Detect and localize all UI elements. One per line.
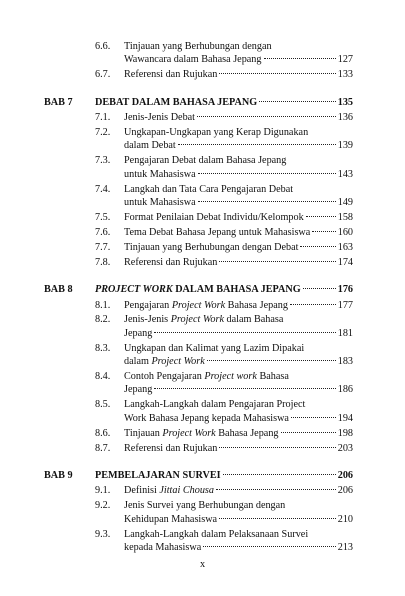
entry-line xyxy=(124,40,353,53)
entry-title: Tinjauan Project Work Bahasa Jepang xyxy=(124,427,279,439)
entry-title: Langkah dan Tata Cara Pengajaran Debat xyxy=(124,183,294,195)
entry-page: 198 xyxy=(337,427,353,439)
dot-leader xyxy=(264,58,336,59)
entry-line xyxy=(124,370,353,383)
entry-title: Referensi dan Rujukan xyxy=(124,442,218,454)
entry-line xyxy=(124,528,353,541)
entry-line xyxy=(124,499,353,512)
entry-line xyxy=(124,484,353,497)
entry-title: Jepang xyxy=(124,384,153,396)
chapter-title-row[interactable] xyxy=(95,469,353,482)
entry-title: dalam Project Work xyxy=(124,356,205,368)
chapter-label: BAB 7 xyxy=(44,96,73,108)
toc-entry[interactable] xyxy=(0,370,405,397)
table-of-contents xyxy=(0,40,405,556)
entry-title: Contoh Pengajaran Project work Bahasa xyxy=(124,371,289,383)
entry-number: 7.3. xyxy=(95,155,111,167)
toc-entry[interactable] xyxy=(0,241,405,254)
toc-chapter xyxy=(0,469,405,554)
entry-title: Referensi dan Rujukan xyxy=(124,256,218,268)
dot-leader xyxy=(281,432,336,433)
entry-title: Referensi dan Rujukan xyxy=(124,69,218,81)
chapter-page: 206 xyxy=(337,469,353,481)
toc-entry[interactable] xyxy=(0,111,405,124)
dot-leader xyxy=(312,231,335,232)
entry-title: dalam Debat xyxy=(124,140,176,152)
entry-line xyxy=(124,513,353,526)
entry-line xyxy=(124,427,353,440)
dot-leader xyxy=(197,116,336,117)
entry-line xyxy=(124,313,353,326)
dot-leader xyxy=(290,304,336,305)
entry-page: 181 xyxy=(337,327,353,339)
entry-line xyxy=(124,355,353,368)
entry-line xyxy=(124,111,353,124)
entry-title: Work Bahasa Jepang kepada Mahasiswa xyxy=(124,412,289,424)
entry-title: Langkah-Langkah dalam Pengajaran Project xyxy=(124,399,306,411)
entry-number: 8.7. xyxy=(95,442,111,454)
entry-line xyxy=(124,168,353,181)
dot-leader xyxy=(178,144,336,145)
entry-title: Tinjauan yang Berhubungan dengan Debat xyxy=(124,241,299,253)
entry-line xyxy=(124,442,353,455)
entry-page: 177 xyxy=(337,299,353,311)
entry-page: 206 xyxy=(337,485,353,497)
entry-line xyxy=(124,226,353,239)
toc-chapter xyxy=(0,40,405,82)
entry-line xyxy=(124,211,353,224)
entry-title: kepada Mahasiswa xyxy=(124,542,202,553)
toc-entry[interactable] xyxy=(0,442,405,455)
entry-title: Wawancara dalam Bahasa Jepang xyxy=(124,54,262,66)
entry-number: 6.7. xyxy=(95,69,111,81)
page-number: x xyxy=(199,559,206,570)
entry-line xyxy=(124,256,353,269)
dot-leader xyxy=(154,332,335,333)
entry-title: Format Penilaian Debat Individu/Kelompok xyxy=(124,211,304,223)
toc-entry[interactable] xyxy=(0,183,405,210)
entry-page: 213 xyxy=(337,542,353,553)
entry-title: Pengajaran Debat dalam Bahasa Jepang xyxy=(124,155,287,167)
entry-title: Jenis-Jenis Debat xyxy=(124,112,196,124)
entry-line xyxy=(124,139,353,152)
entry-line xyxy=(124,196,353,209)
entry-page: 183 xyxy=(337,356,353,368)
entry-line xyxy=(124,342,353,355)
dot-leader xyxy=(219,73,335,74)
toc-entry[interactable] xyxy=(0,154,405,181)
entry-title: Jenis Survei yang Berhubungan dengan xyxy=(124,500,286,512)
chapter-page: 135 xyxy=(337,96,353,108)
entry-page: 133 xyxy=(337,69,353,81)
entry-title: Ungkapan dan Kalimat yang Lazim Dipakai xyxy=(124,342,305,354)
entry-title: untuk Mahasiswa xyxy=(124,168,196,180)
chapter-title-row[interactable] xyxy=(95,96,353,109)
toc-entry[interactable] xyxy=(0,499,405,526)
entry-number: 7.5. xyxy=(95,211,111,223)
chapter-page: 176 xyxy=(337,284,353,296)
toc-entry[interactable] xyxy=(0,226,405,239)
dot-leader xyxy=(219,447,335,448)
dot-leader xyxy=(198,201,336,202)
entry-number: 8.4. xyxy=(95,371,111,383)
toc-entry[interactable] xyxy=(0,256,405,269)
dot-leader xyxy=(154,388,335,389)
dot-leader xyxy=(216,489,336,490)
entry-title: Jenis-Jenis Project Work dalam Bahasa xyxy=(124,314,284,326)
entry-page: 163 xyxy=(337,241,353,253)
entry-line xyxy=(124,126,353,139)
entry-number: 8.5. xyxy=(95,399,111,411)
dot-leader xyxy=(203,546,335,547)
entry-page: 139 xyxy=(337,140,353,152)
entry-number: 8.6. xyxy=(95,427,111,439)
toc-entry[interactable] xyxy=(0,211,405,224)
toc-entry[interactable] xyxy=(0,427,405,440)
entry-page: 160 xyxy=(337,226,353,238)
entry-title: Kehidupan Mahasiswa xyxy=(124,513,218,525)
entry-number: 8.2. xyxy=(95,314,111,326)
entry-line xyxy=(124,327,353,340)
chapter-title-row[interactable] xyxy=(95,283,353,296)
entry-line xyxy=(124,68,353,81)
entry-title: Ungkapan-Ungkapan yang Kerap Digunakan xyxy=(124,127,309,139)
entry-title: Tinjauan yang Berhubungan dengan xyxy=(124,41,272,52)
entry-line xyxy=(124,53,353,66)
entry-page: 174 xyxy=(337,256,353,268)
dot-leader xyxy=(219,261,335,262)
dot-leader xyxy=(300,246,335,247)
entry-number: 8.1. xyxy=(95,299,111,311)
chapter-title: PROJECT WORK DALAM BAHASA JEPANG xyxy=(95,284,301,296)
toc-entry[interactable] xyxy=(0,484,405,497)
chapter-label: BAB 9 xyxy=(44,469,73,481)
entry-title: Tema Debat Bahasa Jepang untuk Mahasiswa xyxy=(124,226,311,238)
entry-number: 6.6. xyxy=(95,41,111,52)
entry-page: 136 xyxy=(337,112,353,124)
dot-leader xyxy=(223,474,336,475)
dot-leader xyxy=(219,518,336,519)
entry-title: Jepang xyxy=(124,327,153,339)
toc-entry[interactable] xyxy=(0,299,405,312)
entry-title: Definisi Jittai Chousa xyxy=(124,485,214,497)
entry-line xyxy=(124,154,353,167)
entry-page: 210 xyxy=(337,513,353,525)
dot-leader xyxy=(198,173,336,174)
toc-chapter xyxy=(0,96,405,269)
entry-number: 9.1. xyxy=(95,485,111,497)
dot-leader xyxy=(259,101,336,102)
entry-line xyxy=(124,183,353,196)
entry-number: 7.6. xyxy=(95,226,111,238)
entry-line xyxy=(124,383,353,396)
entry-number: 7.8. xyxy=(95,256,111,268)
chapter-label: BAB 8 xyxy=(44,284,73,296)
toc-entry[interactable] xyxy=(0,342,405,369)
entry-number: 7.1. xyxy=(95,112,111,124)
toc-entry[interactable] xyxy=(0,40,405,67)
entry-page: 203 xyxy=(337,442,353,454)
entry-number: 7.4. xyxy=(95,183,111,195)
entry-page: 194 xyxy=(337,412,353,424)
dot-leader xyxy=(306,216,336,217)
entry-number: 7.7. xyxy=(95,241,111,253)
entry-number: 8.3. xyxy=(95,342,111,354)
chapter-title: PEMBELAJARAN SURVEI xyxy=(95,469,221,481)
toc-chapter xyxy=(0,283,405,455)
entry-title: Pengajaran Project Work Bahasa Jepang xyxy=(124,299,288,311)
entry-line xyxy=(124,541,353,554)
toc-entry[interactable] xyxy=(0,528,405,555)
entry-page: 186 xyxy=(337,384,353,396)
entry-line xyxy=(124,299,353,312)
entry-number: 9.2. xyxy=(95,500,111,512)
entry-page: 143 xyxy=(337,168,353,180)
chapter-title: DEBAT DALAM BAHASA JEPANG xyxy=(95,96,258,108)
entry-line xyxy=(124,241,353,254)
dot-leader xyxy=(291,417,336,418)
toc-entry[interactable] xyxy=(0,313,405,340)
entry-number: 9.3. xyxy=(95,528,111,540)
entry-line xyxy=(124,412,353,425)
entry-title: Langkah-Langkah dalam Pelaksanaan Survei xyxy=(124,528,309,540)
toc-entry[interactable] xyxy=(0,68,405,81)
entry-title: untuk Mahasiswa xyxy=(124,197,196,209)
toc-entry[interactable] xyxy=(0,126,405,153)
entry-page: 158 xyxy=(337,211,353,223)
entry-page: 149 xyxy=(337,197,353,209)
entry-number: 7.2. xyxy=(95,127,111,139)
dot-leader xyxy=(303,288,336,289)
entry-page: 127 xyxy=(337,54,353,66)
entry-line xyxy=(124,398,353,411)
dot-leader xyxy=(207,360,336,361)
toc-entry[interactable] xyxy=(0,398,405,425)
